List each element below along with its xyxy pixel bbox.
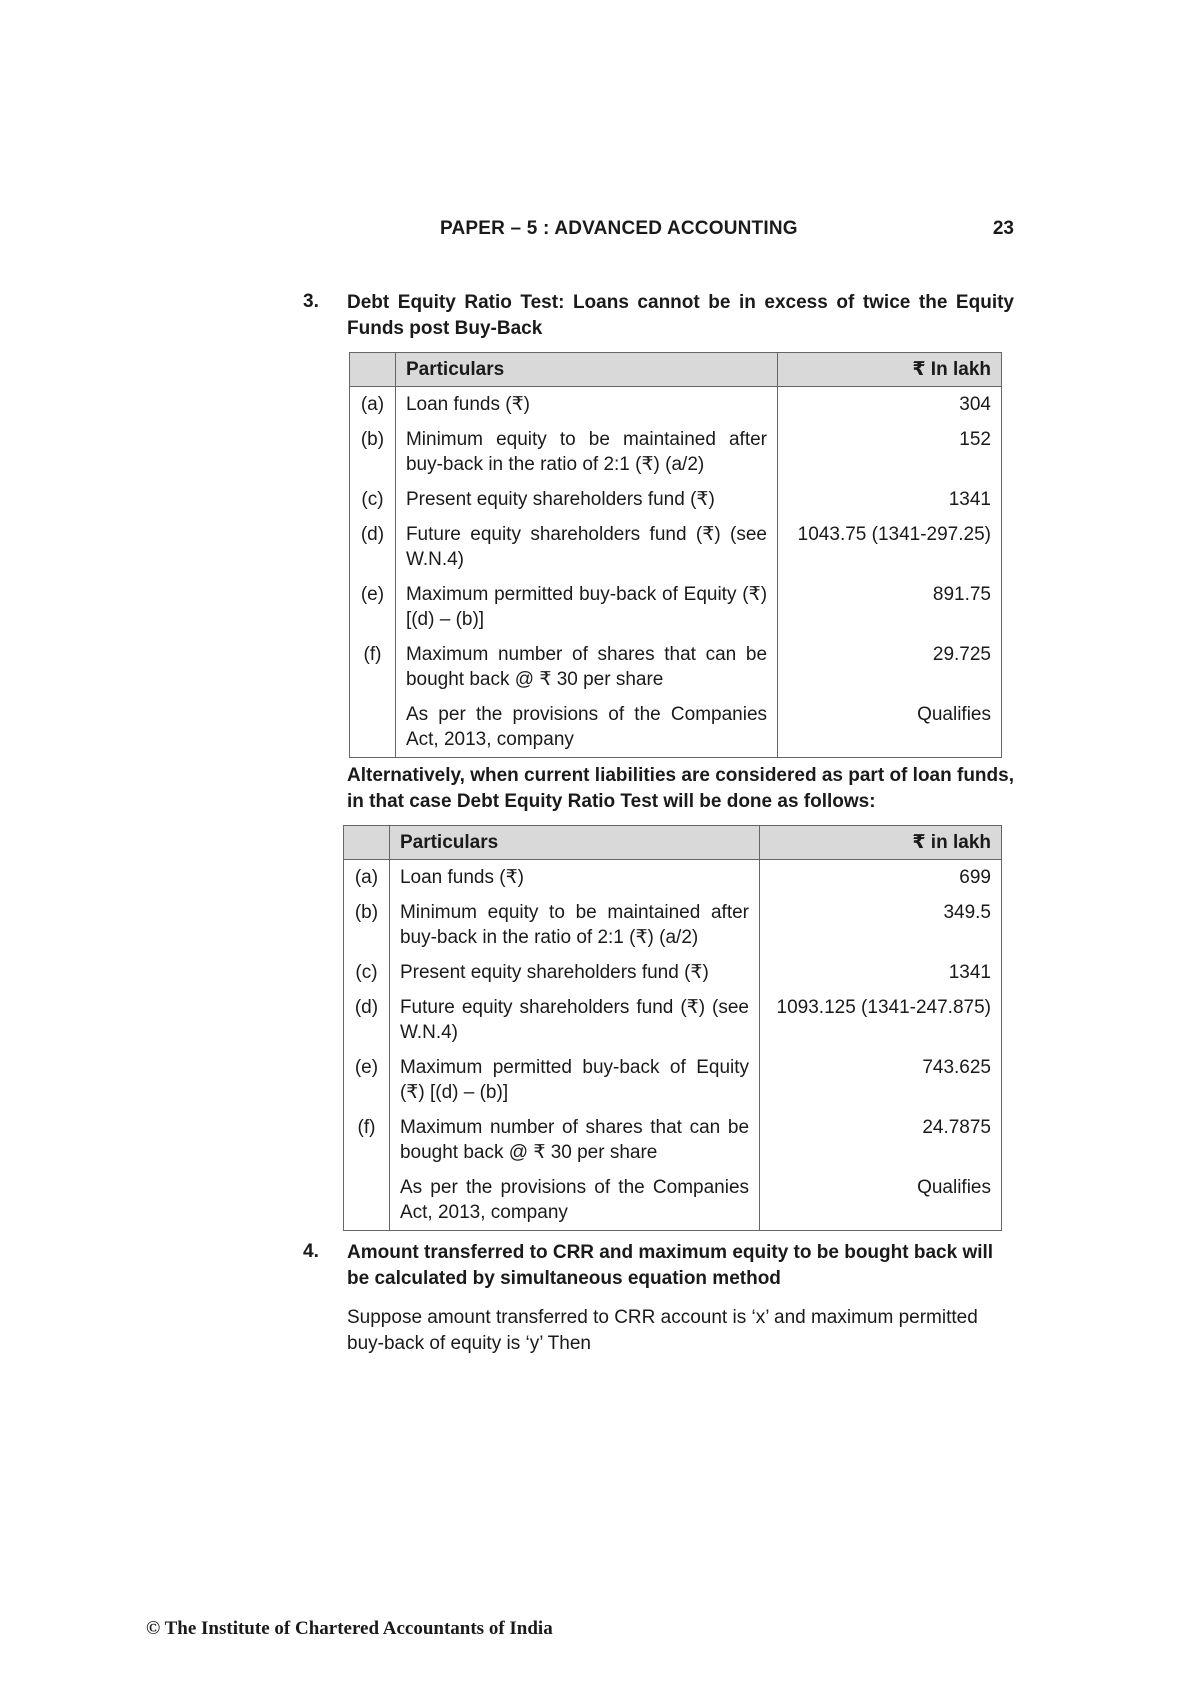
row-label: (f) [350,637,396,697]
row-label: (a) [350,387,396,423]
header-particulars: Particulars [395,353,777,387]
row-value: 1341 [778,482,1002,517]
table-row [344,1050,1002,1110]
section-4-heading: Amount transferred to CRR and maximum equity to be bought back will be calculated by simultaneous equation method [347,1242,994,1289]
table-body [350,387,1002,758]
row-label [350,697,396,758]
row-value: 743.625 [760,1050,1002,1110]
table-row [350,577,1002,637]
row-value: 699 [760,860,1002,896]
table-row [344,990,1002,1050]
row-label: (c) [350,482,396,517]
header-label-cell [344,826,390,860]
alternative-heading: Alternatively, when current liabilities are considered as part of loan funds, in that case Debt Equity Ratio Test will be done as follows: [347,765,1014,812]
row-value: Qualifies [778,697,1002,758]
row-value: Qualifies [760,1170,1002,1231]
row-value: 152 [778,422,1002,482]
row-label [344,1170,390,1231]
table-row [350,517,1002,577]
page-header [440,218,1014,244]
table-header-row [344,826,1002,860]
row-value: 1341 [760,955,1002,990]
row-value: 349.5 [760,895,1002,955]
table-row [350,482,1002,517]
row-particulars: Future equity shareholders fund (₹) (see W.N.4) [389,990,759,1050]
row-label: (b) [344,895,390,955]
row-value: 304 [778,387,1002,423]
header-label-cell [350,353,396,387]
row-value: 1043.75 (1341-297.25) [778,517,1002,577]
table-header-row [350,353,1002,387]
section-4-paragraph: Suppose amount transferred to CRR account is ‘x’ and maximum permitted buy-back of equity is ‘y’ Then [347,1307,978,1354]
page-number: 23 [992,218,1014,239]
row-label: (d) [350,517,396,577]
row-particulars: As per the provisions of the Companies Act, 2013, company [389,1170,759,1231]
row-label: (c) [344,955,390,990]
section-3-heading: Debt Equity Ratio Test: Loans cannot be in excess of twice the Equity Funds post Buy-Back [347,292,1014,339]
table-row [344,955,1002,990]
table-row [350,697,1002,758]
row-particulars: Maximum number of shares that can be bought back @ ₹ 30 per share [389,1110,759,1170]
row-particulars: Future equity shareholders fund (₹) (see W.N.4) [395,517,777,577]
alt-debt-equity-table [343,825,1002,1231]
header-value: ₹ In lakh [778,353,1002,387]
table-row [344,1110,1002,1170]
debt-equity-table [349,352,1002,758]
table-row [344,895,1002,955]
row-label: (d) [344,990,390,1050]
row-value: 891.75 [778,577,1002,637]
footer-copyright: © The Institute of Chartered Accountants of India [146,1618,553,1639]
header-particulars: Particulars [389,826,759,860]
page-header-title: PAPER – 5 : ADVANCED ACCOUNTING [440,218,798,239]
row-particulars: As per the provisions of the Companies Act, 2013, company [395,697,777,758]
row-value: 1093.125 (1341-247.875) [760,990,1002,1050]
row-label: (a) [344,860,390,896]
row-particulars: Present equity shareholders fund (₹) [389,955,759,990]
section-4-number: 4. [303,1241,319,1262]
row-label: (f) [344,1110,390,1170]
table-row [344,1170,1002,1231]
table-row [350,422,1002,482]
row-label: (b) [350,422,396,482]
table-row [344,860,1002,896]
row-label: (e) [344,1050,390,1110]
row-particulars: Minimum equity to be maintained after buy-back in the ratio of 2:1 (₹) (a/2) [389,895,759,955]
row-label: (e) [350,577,396,637]
row-value: 29.725 [778,637,1002,697]
row-particulars: Present equity shareholders fund (₹) [395,482,777,517]
row-particulars: Maximum permitted buy-back of Equity (₹) [(d) – (b)] [389,1050,759,1110]
row-particulars: Loan funds (₹) [395,387,777,423]
row-particulars: Maximum permitted buy-back of Equity (₹) [(d) – (b)] [395,577,777,637]
row-value: 24.7875 [760,1110,1002,1170]
section-3-number: 3. [303,291,319,312]
row-particulars: Maximum number of shares that can be bought back @ ₹ 30 per share [395,637,777,697]
header-value: ₹ in lakh [760,826,1002,860]
table-row [350,387,1002,423]
table-body [344,860,1002,1231]
row-particulars: Loan funds (₹) [389,860,759,896]
row-particulars: Minimum equity to be maintained after buy-back in the ratio of 2:1 (₹) (a/2) [395,422,777,482]
table-row [350,637,1002,697]
